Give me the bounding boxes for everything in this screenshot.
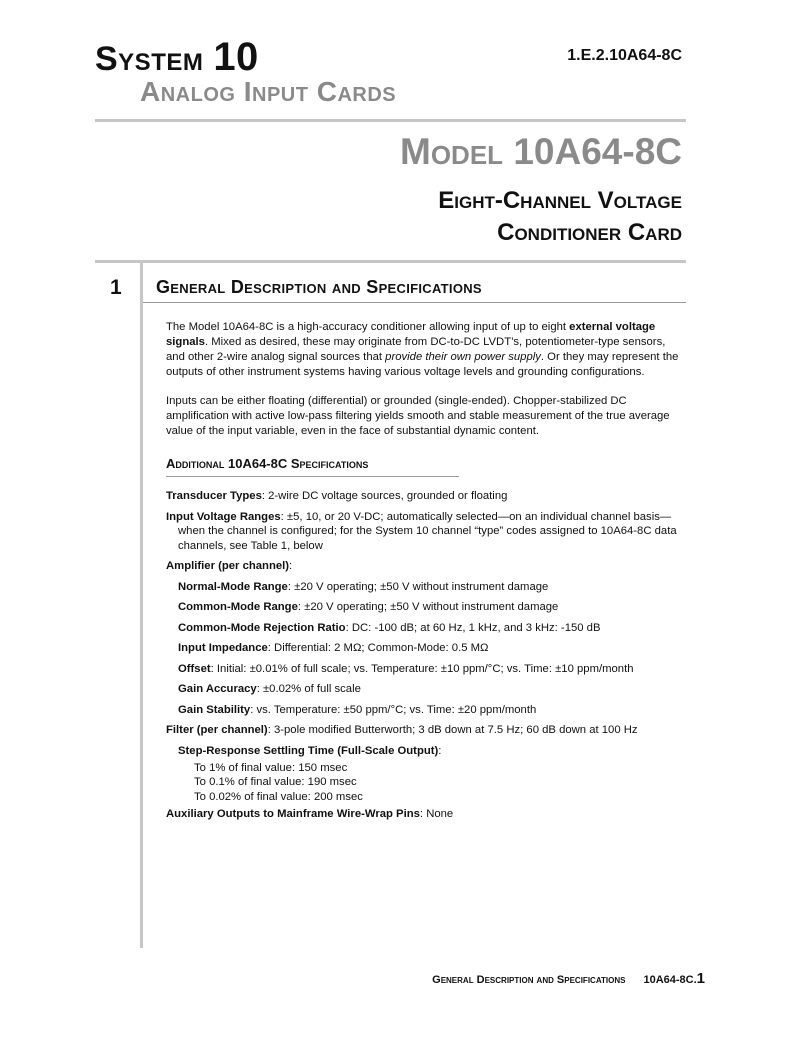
- section-title: General Description and Specifications: [156, 277, 482, 297]
- spec-cmrr: Common-Mode Rejection Ratio: DC: -100 dB; at 60 Hz, 1 kHz, and 3 kHz: -150 dB: [178, 621, 601, 634]
- section-divider: [143, 302, 686, 303]
- footer-section-title: General Description and Specifications: [432, 974, 626, 986]
- intro-paragraph-2: Inputs can be either floating (differential) or grounded (single-ended). Chopper-stabilized DC amplification with active low-pass filtering yields smooth and stable measurement of the true average value of the input variable, even in the face of substantial dynamic content.: [166, 395, 670, 437]
- header-divider: [95, 119, 686, 122]
- spec-input-impedance: Input Impedance: Differential: 2 MΩ; Common-Mode: 0.5 MΩ: [178, 642, 489, 654]
- spec-auxiliary-outputs: Auxiliary Outputs to Mainframe Wire-Wrap Pins: None: [166, 807, 454, 820]
- margin-bar: [140, 263, 143, 948]
- spec-gain-stability: Gain Stability: vs. Temperature: ±50 ppm/°C; vs. Time: ±20 ppm/month: [178, 703, 537, 716]
- step-response-line: To 1% of final value: 150 msec: [194, 762, 348, 774]
- section-number: 1: [110, 276, 122, 299]
- spec-step-response: Step-Response Settling Time (Full-Scale Output):: [178, 744, 442, 757]
- spec-common-mode-range: Common-Mode Range: ±20 V operating; ±50 V without instrument damage: [178, 601, 559, 613]
- spec-offset: Offset: Initial: ±0.01% of full scale; vs. Temperature: ±10 ppm/°C; vs. Time: ±10 ppm/month: [178, 662, 634, 675]
- body-text: [166, 320, 686, 821]
- spec-gain-accuracy: Gain Accuracy: ±0.02% of full scale: [178, 683, 361, 695]
- title-divider: [95, 260, 686, 263]
- specifications-heading: Additional 10A64-8C Specifications: [166, 455, 459, 477]
- document-code: 1.E.2.10A64-8C: [567, 47, 682, 64]
- step-response-line: To 0.02% of final value: 200 msec: [194, 790, 363, 803]
- product-line-subtitle: Analog Input Cards: [140, 76, 397, 107]
- system-title: System 10: [95, 35, 259, 79]
- step-response-line: To 0.1% of final value: 190 msec: [194, 776, 357, 789]
- model-title: Model 10A64-8C: [400, 131, 682, 172]
- footer-page-prefix: 10A64-8C.: [643, 974, 697, 986]
- spec-filter: Filter (per channel): 3-pole modified Butterworth; 3 dB down at 7.5 Hz; 60 dB down at 100 Hz: [166, 724, 638, 736]
- intro-paragraph-1: The Model 10A64-8C is a high-accuracy conditioner allowing input of up to eight external voltage signals. Mixed as desired, these may originate from DC-to-DC LVDT’s, potentiometer-type sensors, and other 2-wire analog signal sources that provide their own power supply. Or they may represent the outputs of other instrument systems having various voltage levels and grounding configurations.: [166, 321, 679, 378]
- page-footer: [432, 970, 705, 987]
- spec-transducer-types: Transducer Types: 2-wire DC voltage sources, grounded or floating: [166, 490, 508, 502]
- spec-amplifier: Amplifier (per channel):: [166, 560, 293, 572]
- model-subtitle: Eight-Channel Voltage Conditioner Card: [438, 187, 682, 246]
- spec-input-voltage-ranges: Input Voltage Ranges: ±5, 10, or 20 V-DC; automatically selected—on an individual channel basis—when the channel is configured; for the System 10 channel “type” codes assigned to 10A64-8C data channels, see Table 1, below: [166, 510, 677, 552]
- spec-normal-mode-range: Normal-Mode Range: ±20 V operating; ±50 V without instrument damage: [178, 580, 549, 593]
- footer-page-number: 1: [696, 970, 705, 987]
